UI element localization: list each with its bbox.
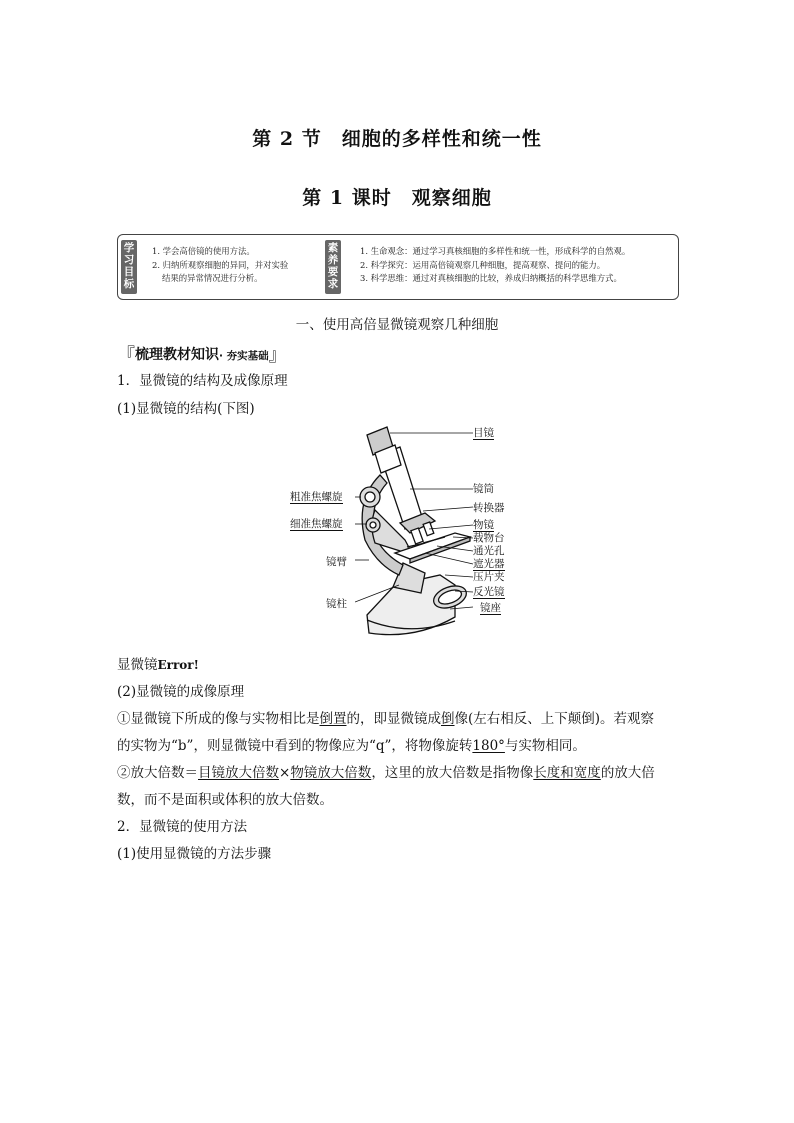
para2-line1: ②放大倍数＝目镜放大倍数×物镜放大倍数，这里的放大倍数是指物像长度和宽度的放大倍: [117, 765, 655, 781]
microscope-figure: [355, 425, 480, 640]
label-fine-focus: 细准焦螺旋: [290, 518, 343, 530]
label-base: 镜座: [480, 602, 501, 614]
label-diaphragm: 遮光器: [473, 558, 505, 570]
literacy-tag: 素 养 要 求: [325, 240, 341, 294]
literacy-item: 2. 科学探究：运用高倍镜观察几种细胞，提高观察、提问的能力。: [360, 259, 606, 270]
label-mirror: 反光镜: [473, 586, 505, 598]
objective-item: 结果的异常情况进行分析。: [162, 273, 263, 283]
heading-1: 1．显微镜的结构及成像原理: [117, 373, 288, 389]
heading-1-sub: (1)显微镜的结构(下图): [117, 401, 255, 417]
label-pillar: 镜柱: [326, 598, 347, 610]
para1-line2: 的实物为“b”，则显微镜中看到的物像应为“q”，将物像旋转180°与实物相同。: [117, 738, 586, 754]
para1-line1: ①显微镜下所成的像与实物相比是倒置的，即显微镜成倒像(左右相反、上下颠倒)。若观察: [117, 711, 655, 727]
heading-2-sub: (2)显微镜的成像原理: [117, 684, 245, 700]
label-arm: 镜臂: [326, 556, 347, 568]
label-eyepiece: 目镜: [473, 427, 494, 439]
objectives-list: [152, 245, 288, 286]
section-title: 第 2 节 细胞的多样性和统一性: [252, 128, 542, 150]
objectives-tag: 学 习 目 标: [121, 240, 137, 294]
lesson-title: 第 1 课时 观察细胞: [302, 187, 492, 209]
label-nosepiece: 转换器: [473, 502, 505, 514]
error-line: 显微镜Error!: [117, 657, 199, 673]
literacy-item: 3. 科学思维：通过对真核细胞的比较，养成归纳概括的科学思维方式。: [360, 273, 622, 283]
heading-2: 2．显微镜的使用方法: [117, 819, 248, 835]
heading-2-sub1: (1)使用显微镜的方法步骤: [117, 846, 272, 862]
objective-item: 1. 学会高倍镜的使用方法。: [152, 246, 255, 256]
label-coarse-focus: 粗准焦螺旋: [290, 491, 343, 503]
literacy-item: 1. 生命观念：通过学习真核细胞的多样性和统一性，形成科学的自然观。: [360, 246, 631, 256]
label-clip: 压片夹: [473, 571, 505, 583]
label-stage: 载物台: [473, 532, 505, 544]
objective-item: 2. 归纳所观察细胞的异同，并对实验: [152, 259, 289, 270]
label-aperture: 通光孔: [473, 545, 505, 557]
literacy-list: [360, 245, 630, 286]
objectives-box: [117, 234, 679, 300]
bracket-heading: 『梳理教材知识· 夯实基础』: [117, 345, 287, 366]
label-tube: 镜筒: [473, 483, 494, 495]
subsection-heading: 一、使用高倍显微镜观察几种细胞: [295, 317, 499, 333]
label-objective: 物镜: [473, 519, 494, 531]
para2-line2: 数，而不是面积或体积的放大倍数。: [117, 792, 333, 808]
